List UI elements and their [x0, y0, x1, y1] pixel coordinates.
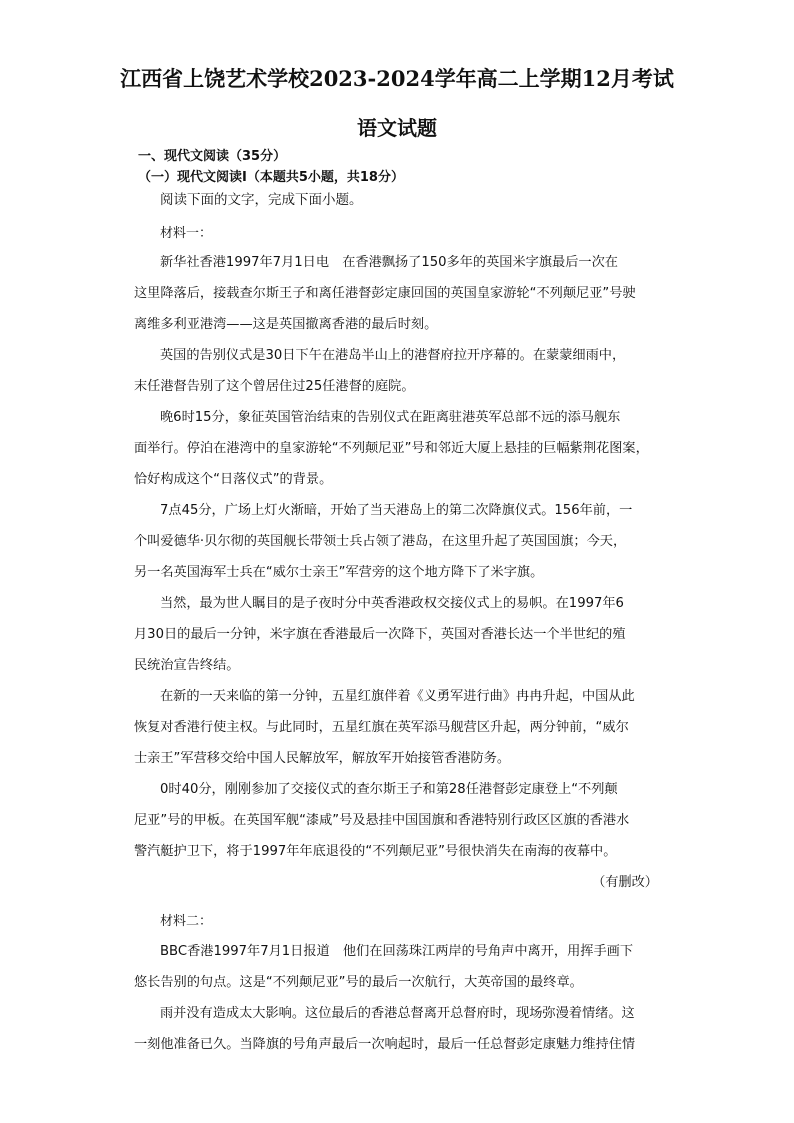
paragraph-line: 在新的一天来临的第一分钟，五星红旗伴着《义勇军进行曲》冉冉升起，中国从此: [160, 689, 635, 704]
material1-body: [134, 247, 662, 898]
paragraph-line: 7点45分，广场上灯火渐暗，开始了当天港岛上的第二次降旗仪式。156年前，一: [160, 503, 633, 518]
exam-subtitle: 语文试题: [357, 116, 437, 140]
paragraph-line: 离维多利亚港湾——这是英国撤离香港的最后时刻。: [134, 317, 438, 332]
paragraph-line: 末任港督告别了这个曾居住过25任港督的庭院。: [134, 379, 415, 394]
paragraph-line: 雨并没有造成太大影响。这位最后的香港总督离开总督府时，现场弥漫着情绪。这: [160, 1006, 635, 1021]
instruction-text: 阅读下面的文字，完成下面小题。: [160, 192, 363, 208]
paragraph-line: 月30日的最后一分钟，米字旗在香港最后一次降下，英国对香港长达一个半世纪的殖: [134, 627, 626, 642]
material2-body: [134, 936, 662, 1060]
exam-title: 江西省上饶艺术学校2023-2024学年高二上学期12月考试: [120, 66, 674, 91]
paragraph-line: 警汽艇护卫下，将于1997年年底退役的“不列颠尼亚”号很快消失在南海的夜幕中。: [134, 844, 617, 859]
paragraph-line: 民统治宣告终结。: [134, 658, 240, 673]
paragraph-line: BBC香港1997年7月1日报道 他们在回荡珠江两岸的号角声中离开，用挥手画下: [160, 944, 634, 959]
paragraph-line: 一刻他准备已久。当降旗的号角声最后一次响起时，最后一任总督彭定康魅力维持住情: [134, 1037, 636, 1052]
subsection-heading: （一）现代文阅读Ⅰ（本题共5小题，共18分）: [138, 170, 404, 185]
paragraph-line: 晚6时15分，象征英国管治结束的告别仪式在距离驻港英军总部不远的添马舰东: [160, 410, 621, 425]
paragraph-line: 恰好构成这个“日落仪式”的背景。: [134, 472, 333, 487]
paragraph-line: 士亲王”军营移交给中国人民解放军，解放军开始接管香港防务。: [134, 751, 511, 766]
section-heading: 一、现代文阅读（35分）: [138, 149, 287, 164]
paragraph-line: 这里降落后，接载查尔斯王子和离任港督彭定康回国的英国皇家游轮“不列颠尼亚”号驶: [134, 286, 636, 301]
source-note: （有删改）: [592, 875, 658, 890]
paragraph-line: 面举行。停泊在港湾中的皇家游轮“不列颠尼亚”号和邻近大厦上悬挂的巨幅紫荆花图案，: [134, 441, 649, 456]
paragraph-line: 另一名英国海军士兵在“威尔士亲王”军营旁的这个地方降下了米字旗。: [134, 565, 544, 580]
material1-label: 材料一：: [160, 226, 213, 241]
paragraph-line: 新华社香港1997年7月1日电 在香港飘扬了150多年的英国米字旗最后一次在: [160, 255, 618, 270]
paragraph-line: 个叫爱德华·贝尔彻的英国舰长带领士兵占领了港岛，在这里升起了英国国旗；今天，: [134, 534, 627, 549]
paragraph-line: 英国的告别仪式是30日下午在港岛半山上的港督府拉开序幕的。在蒙蒙细雨中，: [160, 348, 626, 363]
paragraph-line: 恢复对香港行使主权。与此同时，五星红旗在英军添马舰营区升起，两分钟前，“威尔: [134, 720, 629, 735]
material2-label: 材料二：: [160, 914, 213, 929]
paragraph-line: 悠长告别的句点。这是“不列颠尼亚”号的最后一次航行，大英帝国的最终章。: [134, 975, 583, 990]
paragraph-line: 尼亚”号的甲板。在英国军舰“漆咸”号及悬挂中国国旗和香港特别行政区区旗的香港水: [134, 813, 630, 828]
paragraph-line: 当然，最为世人瞩目的是子夜时分中英香港政权交接仪式上的易帜。在1997年6: [160, 596, 624, 611]
paragraph-line: 0时40分，刚刚参加了交接仪式的查尔斯王子和第28任港督彭定康登上“不列颠: [160, 782, 618, 797]
